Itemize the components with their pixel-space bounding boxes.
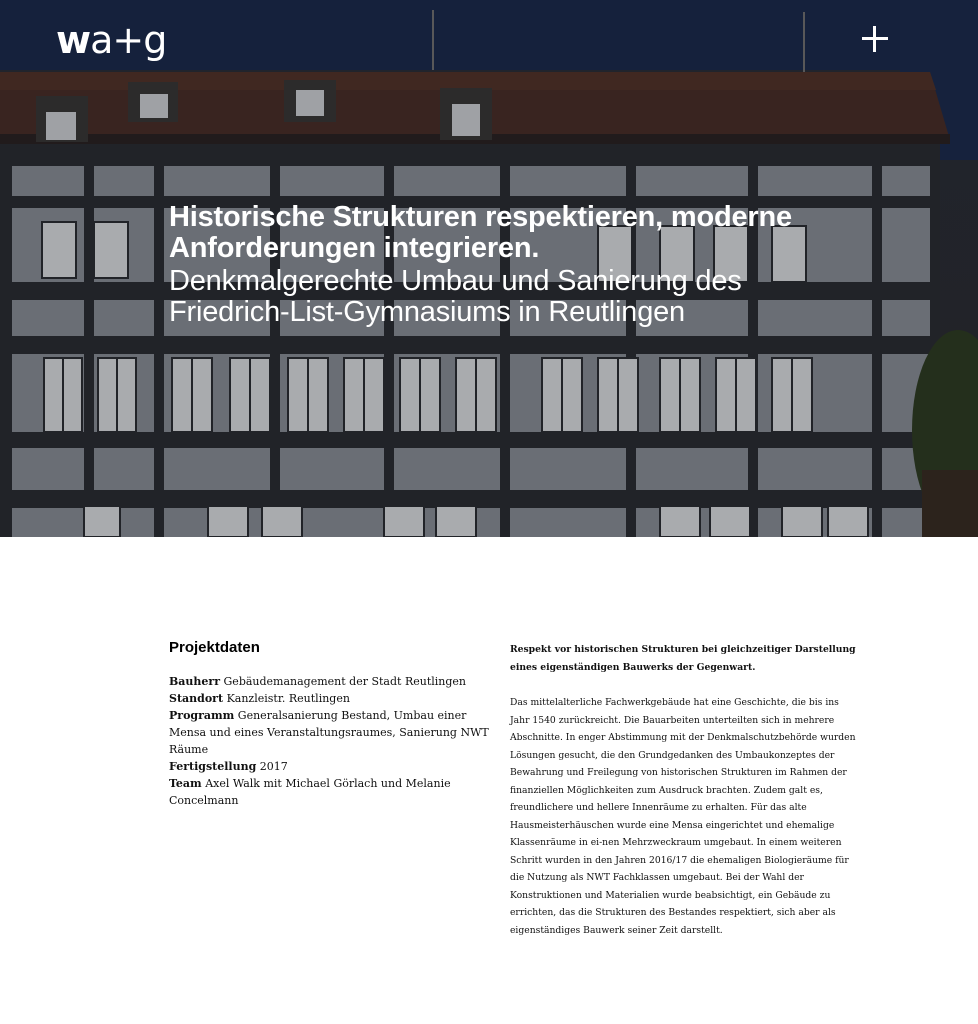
fact-bauherr [169,673,504,690]
fact-label: Standort [169,692,224,705]
plus-icon-vertical [873,26,876,52]
fact-label: Fertigstellung [169,760,257,773]
page-title: Historische Strukturen respektieren, moderne Anforderungen integrieren. [169,201,792,264]
fact-standort [169,690,504,707]
fact-label: Team [169,777,202,790]
fact-fertigstellung [169,758,504,775]
menu-toggle-button[interactable] [860,24,890,54]
fact-value: 2017 [259,760,288,773]
hero-text [169,202,859,328]
project-description-column [510,641,860,939]
fact-value: Axel Walk mit Michael Görlach und Melanie Concelmann [169,777,451,807]
page-subtitle: Denkmalgerechte Umbau und Sanierung des Friedrich-List-Gymnasiums in Reutlingen [169,265,742,328]
fact-label: Bauherr [169,675,221,688]
fact-label: Programm [169,709,235,722]
site-logo[interactable]: wa+g [56,18,167,62]
fact-programm [169,707,504,758]
fact-team [169,775,504,809]
project-content [0,537,978,1024]
project-data-column [169,639,504,809]
fact-value: Gebäudemanagement der Stadt Reutlingen [223,675,467,688]
fact-value: Generalsanierung Bestand, Umbau einer Mensa und eines Veranstaltungsraumes, Sanierung NWT Räume [169,709,489,756]
fact-value: Kanzleistr. Reutlingen [226,692,350,705]
project-data-heading: Projektdaten [169,639,260,656]
description-body: Das mittelalterliche Fachwerkgebäude hat eine Geschichte, die bis ins Jahr 1540 zurückreicht. Die Bauarbeiten unterteilten sich in mehrere Abschnitte. In enger Abstimmung mit der Denkmalschutzbehörde wurden Lösungen gesucht, die den Grundgedanken des Umbaukonzeptes der Bewahrung und Freilegung von historischen Strukturen im Rahmen der finanziellen Möglichkeiten zum Ausdruck brachten. Zudem galt es, freundlichere und hellere Innenräume zu erhalten. Für das alte Hausmeisterhäuschen wurde eine Mensa eingerichtet und ehemalige Klassenräume in ei-nen Mehrzweckraum umgebaut. In einem weiteren Schritt wurden in den Jahren 2016/17 die ehemaligen Biologieräume für die Nutzung als NWT Fachklassen umgebaut. Bei der Wahl der Konstruktionen und Materialien wurde beabsichtigt, ein Gebäude zu errichten, das die Strukturen des Bestandes respektiert, sich aber als eigenständiges Bauwerk seiner Zeit darstellt. [510,697,856,936]
description-intro: Respekt vor historischen Strukturen bei gleichzeitiger Darstellung eines eigenständigen Bauwerks der Gegenwart. [510,644,856,673]
project-facts-list [169,673,504,809]
